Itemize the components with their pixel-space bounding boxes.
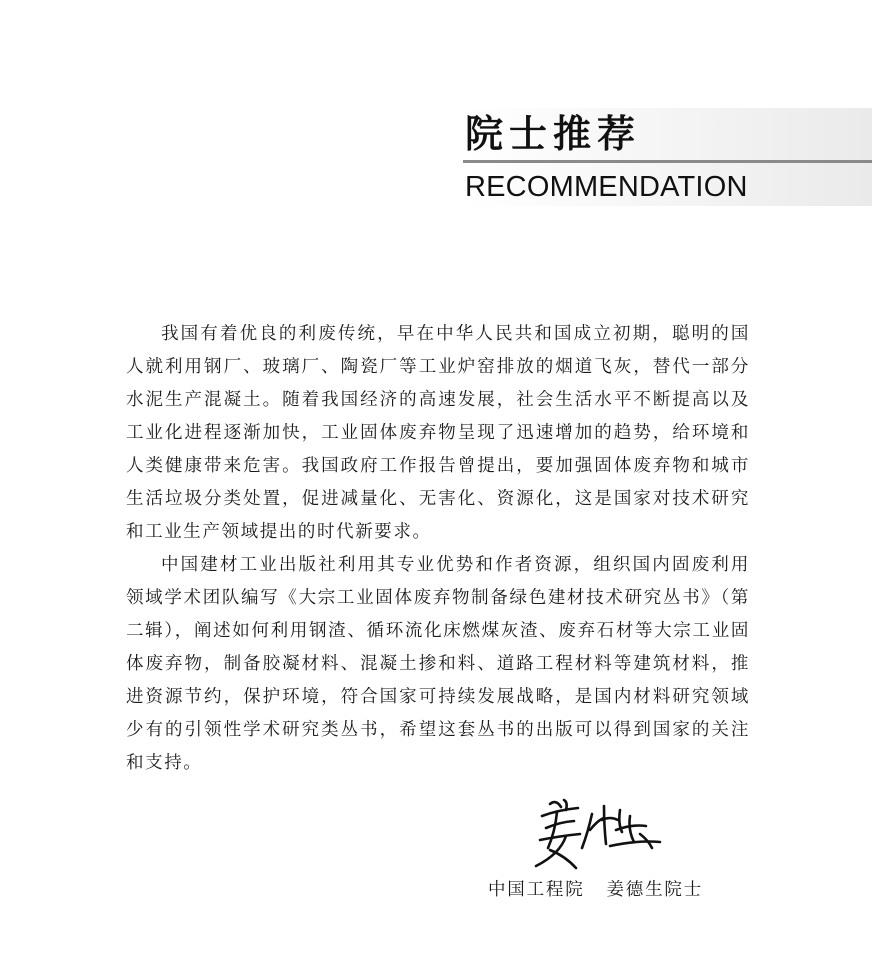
page-subtitle: RECOMMENDATION <box>465 171 748 203</box>
title-divider <box>463 160 872 163</box>
handwritten-signature <box>520 790 670 875</box>
author-institution: 中国工程院 <box>488 880 585 900</box>
recommendation-body <box>126 318 750 780</box>
author-signature <box>488 876 703 904</box>
page-title: 院士推荐 <box>465 112 642 156</box>
author-name: 姜德生院士 <box>606 880 703 900</box>
body-paragraph-2: 中国建材工业出版社利用其专业优势和作者资源，组织国内固废利用领域学术团队编写《大宗工业固体废弃物制备绿色建材技术研究丛书》（第二辑），阐述如何利用钢渣、循环流化床燃煤灰渣、废弃石材等大宗工业固体废弃物，制备胶凝材料、混凝土掺和料、道路工程材料等建筑材料，推进资源节约，保护环境，符合国家可持续发展战略，是国内材料研究领域少有的引领性学术研究类丛书，希望这套丛书的出版可以得到国家的关注和支持。 <box>126 555 750 773</box>
body-paragraph-1: 我国有着优良的利废传统，早在中华人民共和国成立初期，聪明的国人就利用钢厂、玻璃厂、陶瓷厂等工业炉窑排放的烟道飞灰，替代一部分水泥生产混凝土。随着我国经济的高速发展，社会生活水平不断提高以及工业化进程逐渐加快，工业固体废弃物呈现了迅速增加的趋势，给环境和人类健康带来危害。我国政府工作报告曾提出，要加强固体废弃物和城市生活垃圾分类处置，促进减量化、无害化、资源化，这是国家对技术研究和工业生产领域提出的时代新要求。 <box>126 324 750 542</box>
